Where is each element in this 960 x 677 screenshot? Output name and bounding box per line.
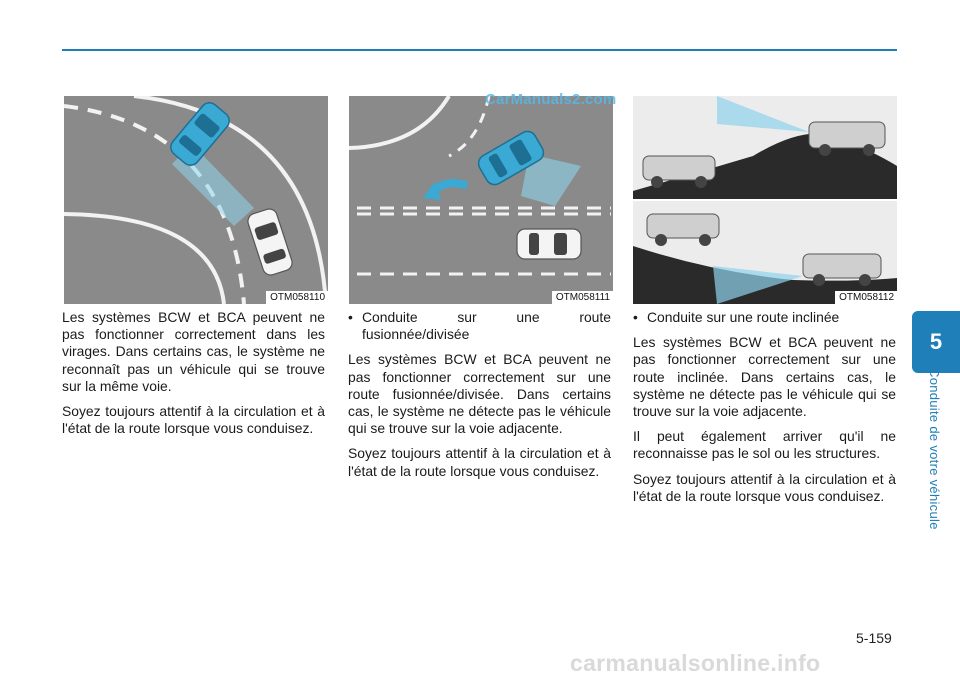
column-merge (348, 309, 611, 488)
page-number: 5-159 (856, 630, 892, 646)
slope-road-illustration (633, 96, 897, 304)
figure-code: OTM058111 (552, 291, 613, 304)
paragraph: Soyez toujours attentif à la circulation et à l'état de la route lorsque vous conduisez. (633, 470, 896, 504)
paragraph: Soyez toujours attentif à la circulation et à l'état de la route lorsque vous conduisez. (62, 403, 325, 437)
curve-road-illustration (64, 96, 328, 304)
figure-curve-road (64, 96, 328, 304)
paragraph: Il peut également arriver qu'il ne reconnaisse pas le sol ou les structures. (633, 428, 896, 462)
watermark-top: CarManuals2.com (485, 91, 617, 108)
chapter-tab: 5 (912, 311, 960, 373)
chapter-title: Conduite de votre véhicule (927, 368, 942, 530)
other-car-shape (517, 229, 581, 259)
figure-code: OTM058112 (835, 291, 897, 304)
paragraph: Soyez toujours attentif à la circulation et à l'état de la route lorsque vous conduisez. (348, 445, 611, 479)
figure-slope-road (633, 96, 897, 304)
paragraph: Les systèmes BCW et BCA peuvent ne pas fonctionner correctement sur une route fusionnée/divisée. Dans certains cas, le système ne détecte pas le véhicule qui se trouve sur la voie adjacente. (348, 351, 611, 437)
header-rule (62, 49, 897, 51)
figure-code: OTM058110 (266, 291, 328, 304)
column-slope (633, 309, 896, 513)
column-curve (62, 309, 325, 445)
figure-merge-road (349, 96, 613, 304)
bullet-item: • Conduite sur une route fusionnée/divisée (348, 309, 611, 343)
watermark-footer: carmanualsonline.info (570, 650, 821, 676)
bullet-item: • Conduite sur une route inclinée (633, 309, 896, 326)
paragraph: Les systèmes BCW et BCA peuvent ne pas fonctionner correctement sur une route inclinée. Dans certains cas, le système ne détecte pas le véhicule qui se trouve sur la voie adjacente. (633, 334, 896, 420)
paragraph: Les systèmes BCW et BCA peuvent ne pas fonctionner correctement dans les virages. Dans certains cas, le système ne reconnaît pas un véhicule qui se trouve sur la même voie. (62, 309, 325, 394)
merge-road-illustration (349, 96, 613, 304)
